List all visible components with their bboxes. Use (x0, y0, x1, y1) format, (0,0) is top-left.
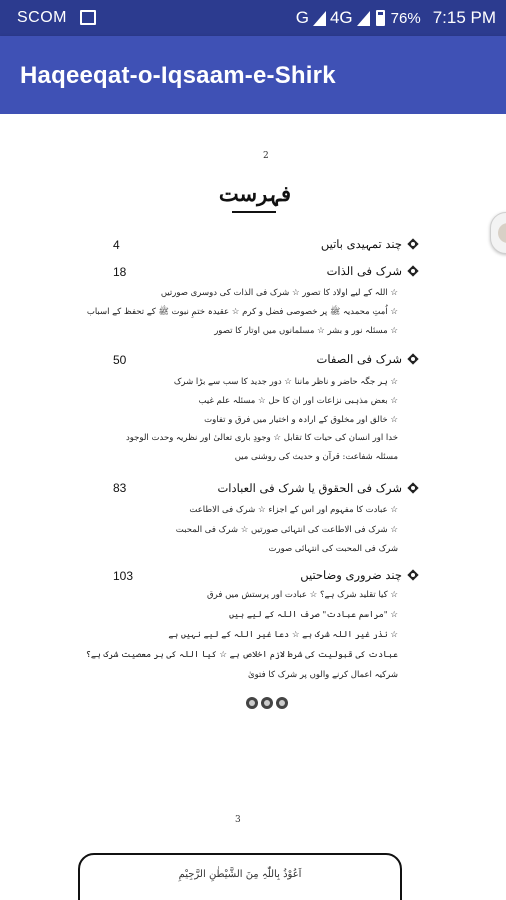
toc-subline: ☆ خالق اور مخلوق کے ارادہ و اختیار میں فرق و تفاوت (204, 415, 398, 425)
app-title: Haqeeqat-o-Iqsaam-e-Shirk (20, 62, 336, 89)
toc-section-title: چند ضروری وضاحتیں (300, 568, 402, 582)
clock: 7:15 PM (432, 8, 496, 27)
toc-bullet-icon (408, 570, 418, 580)
toc-subline: ☆ نذر غیر اللہ شرک ہے ☆ دعا غیر اللہ کے لیے نہیں ہے (168, 630, 398, 640)
toc-section[interactable] (321, 237, 418, 251)
toc-subline: خدا اور انسان کی حیات کا تقابل ☆ وجودِ باری تعالیٰ اور نظریہ وحدت الوجود (126, 433, 398, 443)
toc-subline: مسئلہ شفاعت: قرآن و حدیث کی روشنی میں (234, 452, 398, 462)
toc-subline: شرک فی المحبت کی انتہائی صورت (268, 544, 398, 554)
toc-section-page: 18 (113, 265, 127, 279)
toc-subline: ☆ عبادت کا مفہوم اور اس کے اجزاء ☆ شرک فی الاطاعت (189, 505, 398, 515)
toc-section-title: شرک فی الذات (326, 264, 402, 278)
status-bar (0, 0, 506, 36)
network-4g-label: 4G (329, 8, 353, 27)
signal-icon (313, 11, 326, 26)
toc-subline: ☆ شرک فی الاطاعت کی انتہائی صورتیں ☆ شرک فی المحبت (175, 525, 398, 535)
ornament-icon (261, 697, 273, 709)
toc-subline: شرکیہ اعمال کرنے والوں پر شرک کا فتویٰ (248, 670, 398, 680)
toc-bullet-icon (408, 483, 418, 493)
toc-section-title: شرک فی الصفات (316, 352, 402, 366)
toc-subline: ☆ "مراسم عبادت" صرف اللہ کے لیے ہیں (229, 610, 398, 620)
toc-subline: ☆ اللہ کے لیے اولاد کا تصور ☆ شرک فی الذات کی دوسری صورتیں (160, 288, 398, 298)
carrier-name: SCOM (17, 9, 67, 26)
toc-section-page: 103 (113, 569, 134, 583)
image-notification-icon (80, 10, 96, 25)
toc-heading: فہرست (218, 181, 292, 206)
next-page-frame (78, 853, 402, 900)
toc-section[interactable] (317, 352, 419, 366)
pdf-page-view[interactable] (0, 114, 506, 900)
toc-subline: ☆ اُمتِ محمدیہ ﷺ پر خصوصی فضل و کرم ☆ عقیدہ ختمِ نبوت ﷺ کے تحفظ کے اسباب (86, 307, 398, 317)
toc-subline: ☆ کیا تقلید شرک ہے؟ ☆ عبادت اور پرستش میں فرق (207, 590, 398, 600)
toc-section[interactable] (300, 568, 418, 582)
scroll-handle[interactable] (490, 212, 506, 254)
toc-bullet-icon (408, 239, 418, 249)
toc-subline: ☆ ہر جگہ حاضر و ناظر ماننا ☆ دور جدید کا سب سے بڑا شرک (173, 377, 398, 387)
toc-subline: ☆ بعض مذہبی نزاعات اور ان کا حل ☆ مسئلہ علم غیب (198, 396, 398, 406)
battery-icon (376, 10, 385, 26)
toc-section-page: 83 (113, 481, 127, 495)
toc-bullet-icon (408, 266, 418, 276)
page-number-next: 3 (235, 815, 241, 825)
toc-subline: عبادت کی قبولیت کی شرط لازم اخلاص ہے ☆ کیا اللہ کی ہر معصیت شرک ہے؟ (85, 650, 398, 660)
network-g-label: G (295, 8, 309, 27)
toc-section-page: 4 (113, 238, 120, 252)
signal-icon (357, 11, 370, 26)
ornament-icon (246, 697, 258, 709)
page-number-top: 2 (263, 151, 269, 161)
section-ornament (246, 697, 288, 709)
status-indicators (296, 7, 496, 29)
next-page-text: اَعُوْذُ بِاللّٰہِ مِنَ الشَّیْطٰنِ الرَّجِیْمِ (178, 869, 302, 880)
toc-subline: ☆ مسئلہ نور و بشر ☆ مسلمانوں میں اوتار کا تصور (214, 326, 398, 336)
toc-section-title: چند تمہیدی باتیں (320, 237, 402, 251)
app-bar (0, 36, 506, 114)
ornament-icon (276, 697, 288, 709)
toc-section-title: شرک فی الحقوق یا شرک فی العبادات (217, 481, 402, 495)
heading-underline (232, 211, 276, 213)
battery-percent: 76% (390, 9, 421, 27)
toc-bullet-icon (408, 354, 418, 364)
toc-section[interactable] (217, 481, 418, 495)
toc-section-page: 50 (113, 353, 127, 367)
toc-section[interactable] (327, 264, 418, 278)
